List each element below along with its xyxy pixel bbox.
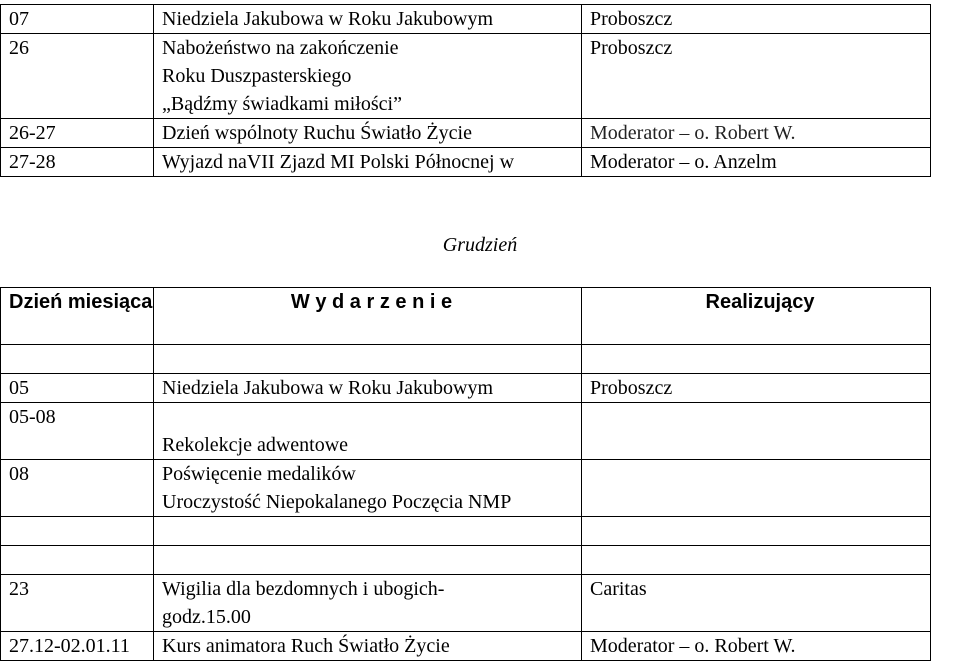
table-row — [1, 632, 931, 661]
events-table-december — [0, 287, 931, 661]
day-cell: 27.12-02.01.11 — [1, 632, 154, 661]
table-row — [1, 546, 931, 575]
day-cell — [1, 517, 154, 546]
responsible-cell: Proboszcz — [582, 34, 931, 119]
responsible-cell: Moderator – o. Robert W. — [582, 119, 931, 148]
responsible-cell: Moderator – o. Anzelm — [582, 148, 931, 177]
event-line: Uroczystość Niepokalanego Poczęcia NMP — [162, 491, 512, 513]
table-row — [1, 517, 931, 546]
month-title: Grudzień — [442, 234, 518, 256]
event-cell: Dzień wspólnoty Ruchu Światło Życie — [154, 119, 582, 148]
day-cell: 05-08 — [1, 403, 154, 460]
day-cell: 23 — [1, 575, 154, 632]
table-row — [1, 460, 931, 517]
header-day: Dzień miesiąca — [1, 288, 154, 345]
table-row — [1, 5, 931, 34]
day-cell: 26-27 — [1, 119, 154, 148]
table-header-row — [1, 288, 931, 345]
day-cell: 26 — [1, 34, 154, 119]
event-cell: Wigilia dla bezdomnych i ubogich-godz.15.00 — [154, 575, 582, 632]
event-cell — [154, 517, 582, 546]
table-row — [1, 345, 931, 374]
table-row — [1, 403, 931, 460]
event-cell: Kurs animatora Ruch Światło Życie — [154, 632, 582, 661]
event-cell: Wyjazd naVII Zjazd MI Polski Północnej w — [154, 148, 582, 177]
day-cell: 07 — [1, 5, 154, 34]
empty-cell — [1, 546, 154, 575]
event-cell: Rekolekcje adwentowe — [154, 403, 582, 460]
event-line: Poświęcenie medalików — [162, 463, 356, 485]
empty-cell — [154, 546, 582, 575]
event-cell: Nabożeństwo na zakończenie Roku Duszpasterskiego „Bądźmy świadkami miłości” — [154, 34, 582, 119]
responsible-cell: Caritas — [582, 575, 931, 632]
responsible-cell — [582, 460, 931, 517]
event-cell — [154, 460, 582, 517]
event-cell: Niedziela Jakubowa w Roku Jakubowym — [154, 374, 582, 403]
table-row — [1, 374, 931, 403]
responsible-cell — [582, 517, 931, 546]
event-cell: Niedziela Jakubowa w Roku Jakubowym — [154, 5, 582, 34]
responsible-cell: Moderator – o. Robert W. — [582, 632, 931, 661]
empty-cell — [582, 345, 931, 374]
table-row — [1, 575, 931, 632]
day-cell: 27-28 — [1, 148, 154, 177]
header-event: W y d a r z e n i e — [154, 288, 582, 345]
empty-cell — [154, 345, 582, 374]
empty-cell — [1, 345, 154, 374]
responsible-cell: Proboszcz — [582, 5, 931, 34]
empty-cell — [582, 546, 931, 575]
responsible-cell: Proboszcz — [582, 374, 931, 403]
table-row — [1, 34, 931, 119]
day-cell: 08 — [1, 460, 154, 517]
day-cell: 05 — [1, 374, 154, 403]
responsible-cell — [582, 403, 931, 460]
events-table-previous-month — [0, 4, 931, 177]
table-row — [1, 119, 931, 148]
table-row — [1, 148, 931, 177]
header-responsible: Realizujący — [582, 288, 931, 345]
